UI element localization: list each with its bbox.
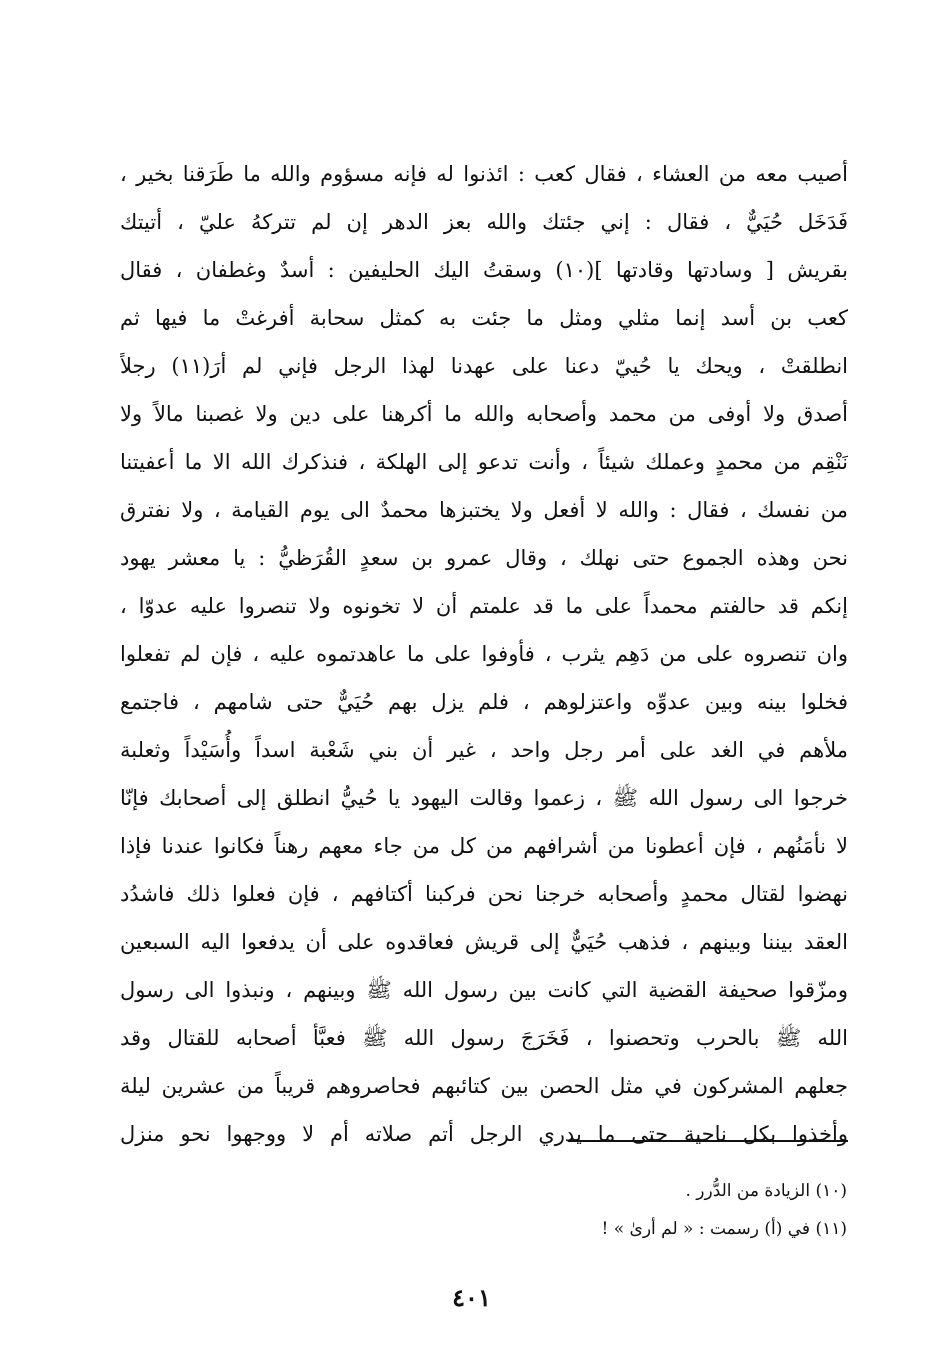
footnotes (247, 1172, 847, 1248)
footnote: (١١) في (أ) رسمت : « لم أرىٰ » ! (601, 1219, 847, 1239)
text-line: إنكم قد حالفتم محمداً على ما قد علمتم أن لا تخونوه ولا تنصروا عليه عدوّا ، (120, 594, 848, 618)
text-line: ملأهم في الغد على أمر رجل واحد ، غير أن بني شَعْبة اسداً وأُسَيْداً وثعلبة (120, 738, 848, 762)
text-line: فخلوا بينه وبين عدوِّه واعتزلوهم ، فلم يزل بهم حُيَيٌّ حتى شامهم ، فاجتمع (120, 690, 848, 714)
text-line: فَدَخَل حُيَيٌّ ، فقال : إني جئتك والله بعز الدهر إن لم تتركهُ عليّ ، أتيتك (120, 210, 848, 234)
text-line: نحن وهذه الجموع حتى نهلك ، وقال عمرو بن سعدٍ القُرَظيُّ : يا معشر يهود (120, 546, 848, 570)
text-line: من نفسك ، فقال : والله لا أفعل ولا يختبزها محمدٌ الى يوم القيامة ، ولا نفترق (120, 498, 848, 522)
text-line: نَنْقِم من محمدٍ وعملك شيئاً ، وأنت تدعو إلى الهلكة ، فنذكرك الله الا ما أعفيتنا (120, 450, 848, 474)
text-line: انطلقتْ ، ويحك يا حُييّ دعنا على عهدنا لهذا الرجل فإني لم أرَ(١١) رجلاً (120, 354, 848, 378)
footnote-separator (568, 1140, 848, 1142)
text-line: نهضوا لقتال محمدٍ وأصحابه خرجنا نحن فركبنا أكتافهم ، فإن فعلوا ذلك فاشدُد (120, 882, 848, 906)
text-line: بقريش [ وسادتها وقادتها ](١٠) وسقتُ اليك الحليفين : أسدٌ وغطفان ، فقال (120, 258, 848, 282)
footnote: (١٠) الزيادة من الدُّرر . (685, 1181, 847, 1201)
main-text (120, 150, 848, 1158)
text-line: كعب بن أسد إنما مثلي ومثل ما جئت به كمثل سحابة أفرغتْ ما فيها ثم (120, 306, 848, 330)
text-line: وأخذوا بكل ناحية حتى ما يدري الرجل أتم صلاته أم لا ووجهوا نحو منزل (120, 1122, 848, 1146)
text-line: جعلهم المشركون في مثل الحصن بين كتائبهم فحاصروهم قريباً من عشرين ليلة (120, 1074, 848, 1098)
text-line: ومزّقوا صحيفة القضية التي كانت بين رسول الله ﷺ وبينهم ، ونبذوا الى رسول (120, 978, 848, 1002)
text-line: أصدق ولا أوفى من محمد وأصحابه والله ما أكرهنا على دين ولا غصبنا مالاً ولا (120, 402, 848, 426)
text-line: وان تنصروه على من دَهِم يثرب ، فأوفوا على ما عاهدتموه عليه ، فإن لم تفعلوا (120, 642, 848, 666)
text-line: لا نأمَنُهم ، فإن أعطونا من أشرافهم من كل من جاء معهم رهناً فكانوا عندنا فإذا (120, 834, 848, 858)
text-line: أصيب معه من العشاء ، فقال كعب : ائذنوا له فإنه مسؤوم والله ما طَرَقنا بخير ، (120, 162, 848, 186)
page-number: ٤٠١ (452, 1283, 491, 1312)
text-line: الله ﷺ بالحرب وتحصنوا ، فَخَرَجَ رسول الله ﷺ فعبَّأ أصحابه للقتال وقد (120, 1026, 848, 1050)
text-line: خرجوا الى رسول الله ﷺ ، زعموا وقالت اليهود يا حُييُّ انطلق إلى أصحابك فإنّا (120, 786, 848, 810)
text-line: العقد بيننا وبينهم ، فذهب حُيَيٌّ إلى قريش فعاقدوه على أن يدفعوا اليه السبعين (120, 930, 848, 954)
